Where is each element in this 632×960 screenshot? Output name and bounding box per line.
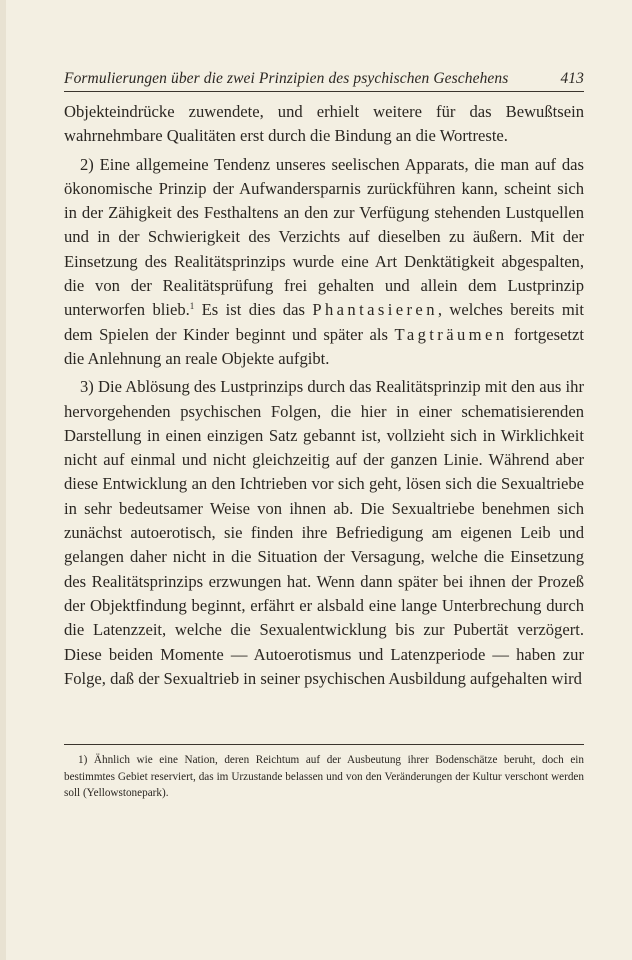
paragraph-2-text-d: fortgesetzt die Anlehnung an reale Objekte aufgibt. [64,324,584,368]
footnote-rule [64,744,584,745]
footnote-text: 1) Ähnlich wie eine Nation, deren Reichtum auf der Ausbeutung ihrer Bodenschätze beruht, doch ein bestimmtes Gebiet reserviert, das im Urzustande belassen und von den Veränderungen der Kultur verschont werden soll (Yellowstonepark). [64,754,584,799]
emphasis-phantasieren: Phantasieren [312,300,438,320]
paragraph-continued: Objekteindrücke zuwendete, und erhielt weitere für das Bewußtsein wahrnehmbare Qualitäten erst durch die Bindung an die Wortreste. [64,102,584,146]
paragraph-2-text-a: 2) Eine allgemeine Tendenz unseres seelischen Apparats, die man auf das ökonomische Prinzip der Aufwandersparnis zurückführen kann, scheint sich in der Zähigkeit des Festhaltens an den zur Verfügung stehenden Lustquellen und in der Schwierigkeit des Verzichts auf dieselben zu äußern. Mit der Einsetzung des Realitätsprinzips wurde eine Art Denktätigkeit abgespalten, die von der Realitätsprüfung frei gehalten und allein dem Lustprinzip unterworfen blieb. [64,154,584,320]
running-head [64,70,584,88]
footnote [64,752,584,802]
paragraph-2 [64,153,584,372]
running-head-title: Formulierungen über die zwei Prinzipien des psychischen Geschehens [64,70,509,87]
footnote-reference: 1 [189,301,195,312]
paragraph-2-text-c: , welches bereits mit dem Spielen der Kinder beginnt und später als [64,300,584,344]
page-number: 413 [560,70,584,87]
paragraph-2-text-b: Es ist dies das [194,300,313,320]
header-rule [64,91,584,92]
paragraph-3: 3) Die Ablösung des Lustprinzips durch das Realitätsprinzip mit den aus ihr hervorgehenden psychischen Folgen, die hier in einer schematisierenden Darstellung in einen einzigen Satz gebannt ist, vollzieht sich in Wirklichkeit nicht auf einmal und nicht gleichzeitig auf der ganzen Linie. Während aber diese Entwicklung an den Ichtrieben vor sich geht, lösen sich die Sexualtriebe in sehr bedeutsamer Weise von ihnen ab. Die Sexualtriebe benehmen sich zunächst autoerotisch, sie finden ihre Befriedigung am eigenen Leib und gelangen daher nicht in die Situation der Versagung, welche die Einsetzung des Realitätsprinzips erzwungen hat. Wenn dann später bei ihnen der Prozeß der Objektfindung beginnt, erfährt er alsbald eine lange Unterbrechung durch die Latenzzeit, welche die Sexualentwicklung bis zur Pubertät verzögert. Diese beiden Momente — Autoerotismus und Latenzperiode — haben zur Folge, daß der Sexualtrieb in seiner psychischen Ausbildung aufgehalten wird [64,377,584,688]
emphasis-tagtraeumen: Tagträumen [394,324,508,344]
body-text [64,100,584,695]
